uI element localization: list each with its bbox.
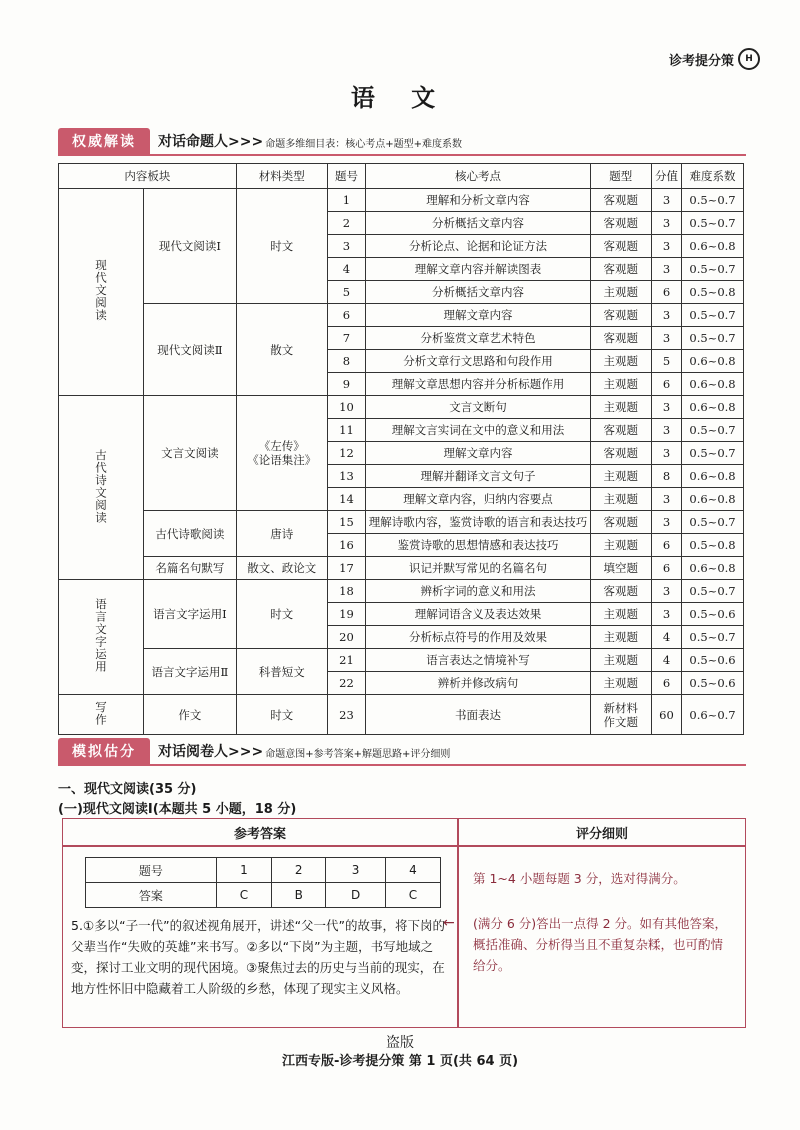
module-cell: 现代文阅读Ⅱ: [144, 304, 237, 396]
table-row: 14 理解文章内容，归纳内容要点 主观题 3 0.6~0.8: [59, 488, 744, 511]
header-cell: 难度系数: [682, 164, 744, 189]
table-row: 语言文字运用 语言文字运用Ⅰ 时文 18 辨析字词的意义和用法 客观题 3 0.5~0.7: [59, 580, 744, 603]
table-row: 古代诗歌阅读 唐诗 15 理解诗歌内容，鉴赏诗歌的语言和表达技巧 客观题 3 0.5~0.7: [59, 511, 744, 534]
table-row: 22 辨析并修改病句 主观题 6 0.5~0.6: [59, 672, 744, 695]
watermark-stamp: 盗版: [386, 1035, 414, 1051]
table-row: 语言文字运用Ⅱ 科普短文 21 语言表达之情境补写 主观题 4 0.5~0.6: [59, 649, 744, 672]
group-cell: 古代诗文阅读: [59, 396, 144, 580]
table-row: 4 理解文章内容并解读图表 客观题 3 0.5~0.7: [59, 258, 744, 281]
section-title: 对话命题人>>>: [158, 134, 264, 150]
material-cell: 《左传》 《论语集注》: [236, 396, 327, 511]
material-cell: 科普短文: [236, 649, 327, 695]
section-title: 对话阅卷人>>>: [158, 744, 264, 760]
table-row: 19 理解词语含义及表达效果 主观题 3 0.5~0.6: [59, 603, 744, 626]
section-subtitle: 命题多维细目表：核心考点+题型+难度系数: [265, 139, 462, 150]
ref-answer-header: 参考答案: [233, 827, 286, 842]
table-row: 16 鉴赏诗歌的思想情感和表达技巧 主观题 6 0.5~0.8: [59, 534, 744, 557]
module-cell: 名篇名句默写: [144, 557, 237, 580]
table-row: 现代文阅读Ⅱ 散文 6 理解文章内容 客观题 3 0.5~0.7: [59, 304, 744, 327]
part-heading: 一、现代文阅读(35 分): [58, 782, 197, 797]
table-row: 2 分析概括文章内容 客观题 3 0.5~0.7: [59, 212, 744, 235]
module-cell: 古代诗歌阅读: [144, 511, 237, 557]
q5-answer: 5.①多以“子一代”的叙述视角展开，讲述“父一代”的故事，将下岗的父辈当作“失败的英雄”来书写。②多以“下岗”为主题，书写地域之变，探讨工业文明的现代困境。③聚焦过去的历史与当前的现实，在地方性怀旧中隐藏着工人阶级的乡愁，体现了现实主义风格。: [71, 918, 446, 996]
module-cell: 作文: [144, 695, 237, 735]
arrow-left-icon: ←: [443, 915, 455, 931]
material-cell: 散文: [236, 304, 327, 396]
table-header-row: [59, 164, 744, 189]
brand-name: 诊考提分策: [668, 53, 734, 69]
scoring-rule-1: 第 1~4 小题每题 3 分，选对得满分。: [473, 871, 686, 886]
table-row: 8 分析文章行文思路和句段作用 主观题 5 0.6~0.8: [59, 350, 744, 373]
table-row: 13 理解并翻译文言文句子 主观题 8 0.6~0.8: [59, 465, 744, 488]
header-divider: [63, 845, 745, 847]
table-row: 题号 1 2 3 4: [86, 858, 441, 883]
table-row: 答案 C B D C: [86, 883, 441, 908]
table-row: 3 分析论点、论据和论证方法 客观题 3 0.6~0.8: [59, 235, 744, 258]
brand-seal-icon: H: [738, 48, 760, 70]
header-cell: 分值: [652, 164, 682, 189]
header-cell: 题号: [327, 164, 366, 189]
header-cell: 内容板块: [59, 164, 237, 189]
table-row: 写作 作文 时文 23 书面表达 新材料作文题 60 0.6~0.7: [59, 695, 744, 735]
authority-section-header: [58, 128, 746, 156]
mock-section-header: [58, 738, 746, 766]
header-cell: 核心考点: [366, 164, 590, 189]
table-row: 12 理解文章内容 客观题 3 0.5~0.7: [59, 442, 744, 465]
group-cell: 现代文阅读: [59, 189, 144, 396]
spec-table: [58, 163, 744, 735]
module-cell: 文言文阅读: [144, 396, 237, 511]
group-cell: 写作: [59, 695, 144, 735]
material-cell: 散文、政论文: [236, 557, 327, 580]
answer-table: [85, 857, 441, 908]
scoring-rule-header: 评分细则: [575, 827, 628, 842]
subject-title: 语 文: [350, 83, 450, 112]
material-cell: 时文: [236, 580, 327, 649]
table-row: 名篇名句默写 散文、政论文 17 识记并默写常见的名篇名句 填空题 6 0.6~0.8: [59, 557, 744, 580]
table-row: 现代文阅读 现代文阅读Ⅰ 时文 1 理解和分析文章内容 客观题 3 0.5~0.7: [59, 189, 744, 212]
table-row: 11 理解文言实词在文中的意义和用法 客观题 3 0.5~0.7: [59, 419, 744, 442]
table-row: 20 分析标点符号的作用及效果 主观题 4 0.5~0.7: [59, 626, 744, 649]
group-cell: 语言文字运用: [59, 580, 144, 695]
page-footer: 江西专版-诊考提分策 第 1 页(共 64 页): [281, 1054, 519, 1069]
header-cell: 材料类型: [236, 164, 327, 189]
material-cell: 唐诗: [236, 511, 327, 557]
table-row: 7 分析鉴赏文章艺术特色 客观题 3 0.5~0.7: [59, 327, 744, 350]
brand-logo: [669, 48, 760, 70]
section-tag: 权威解读: [58, 128, 150, 154]
column-divider: [457, 819, 459, 1027]
table-row: 9 理解文章思想内容并分析标题作用 主观题 6 0.6~0.8: [59, 373, 744, 396]
module-cell: 语言文字运用Ⅱ: [144, 649, 237, 695]
section-subtitle: 命题意图+参考答案+解题思路+评分细则: [265, 749, 451, 760]
table-row: 古代诗文阅读 文言文阅读 《左传》 《论语集注》 10 文言文断句 主观题 3 0.6~0.8: [59, 396, 744, 419]
material-cell: 时文: [236, 189, 327, 304]
material-cell: 时文: [236, 695, 327, 735]
answer-box: [62, 818, 746, 1028]
table-row: 5 分析概括文章内容 主观题 6 0.5~0.8: [59, 281, 744, 304]
module-cell: 语言文字运用Ⅰ: [144, 580, 237, 649]
subpart-heading: (一)现代文阅读Ⅰ(本题共 5 小题，18 分): [58, 802, 297, 817]
section-tag: 模拟估分: [58, 738, 150, 764]
scoring-rule-2: (满分 6 分)答出一点得 2 分。如有其他答案，概括准确、分析得当且不重复杂糅，也可酌情给分。: [473, 916, 728, 973]
header-cell: 题型: [590, 164, 651, 189]
module-cell: 现代文阅读Ⅰ: [144, 189, 237, 304]
